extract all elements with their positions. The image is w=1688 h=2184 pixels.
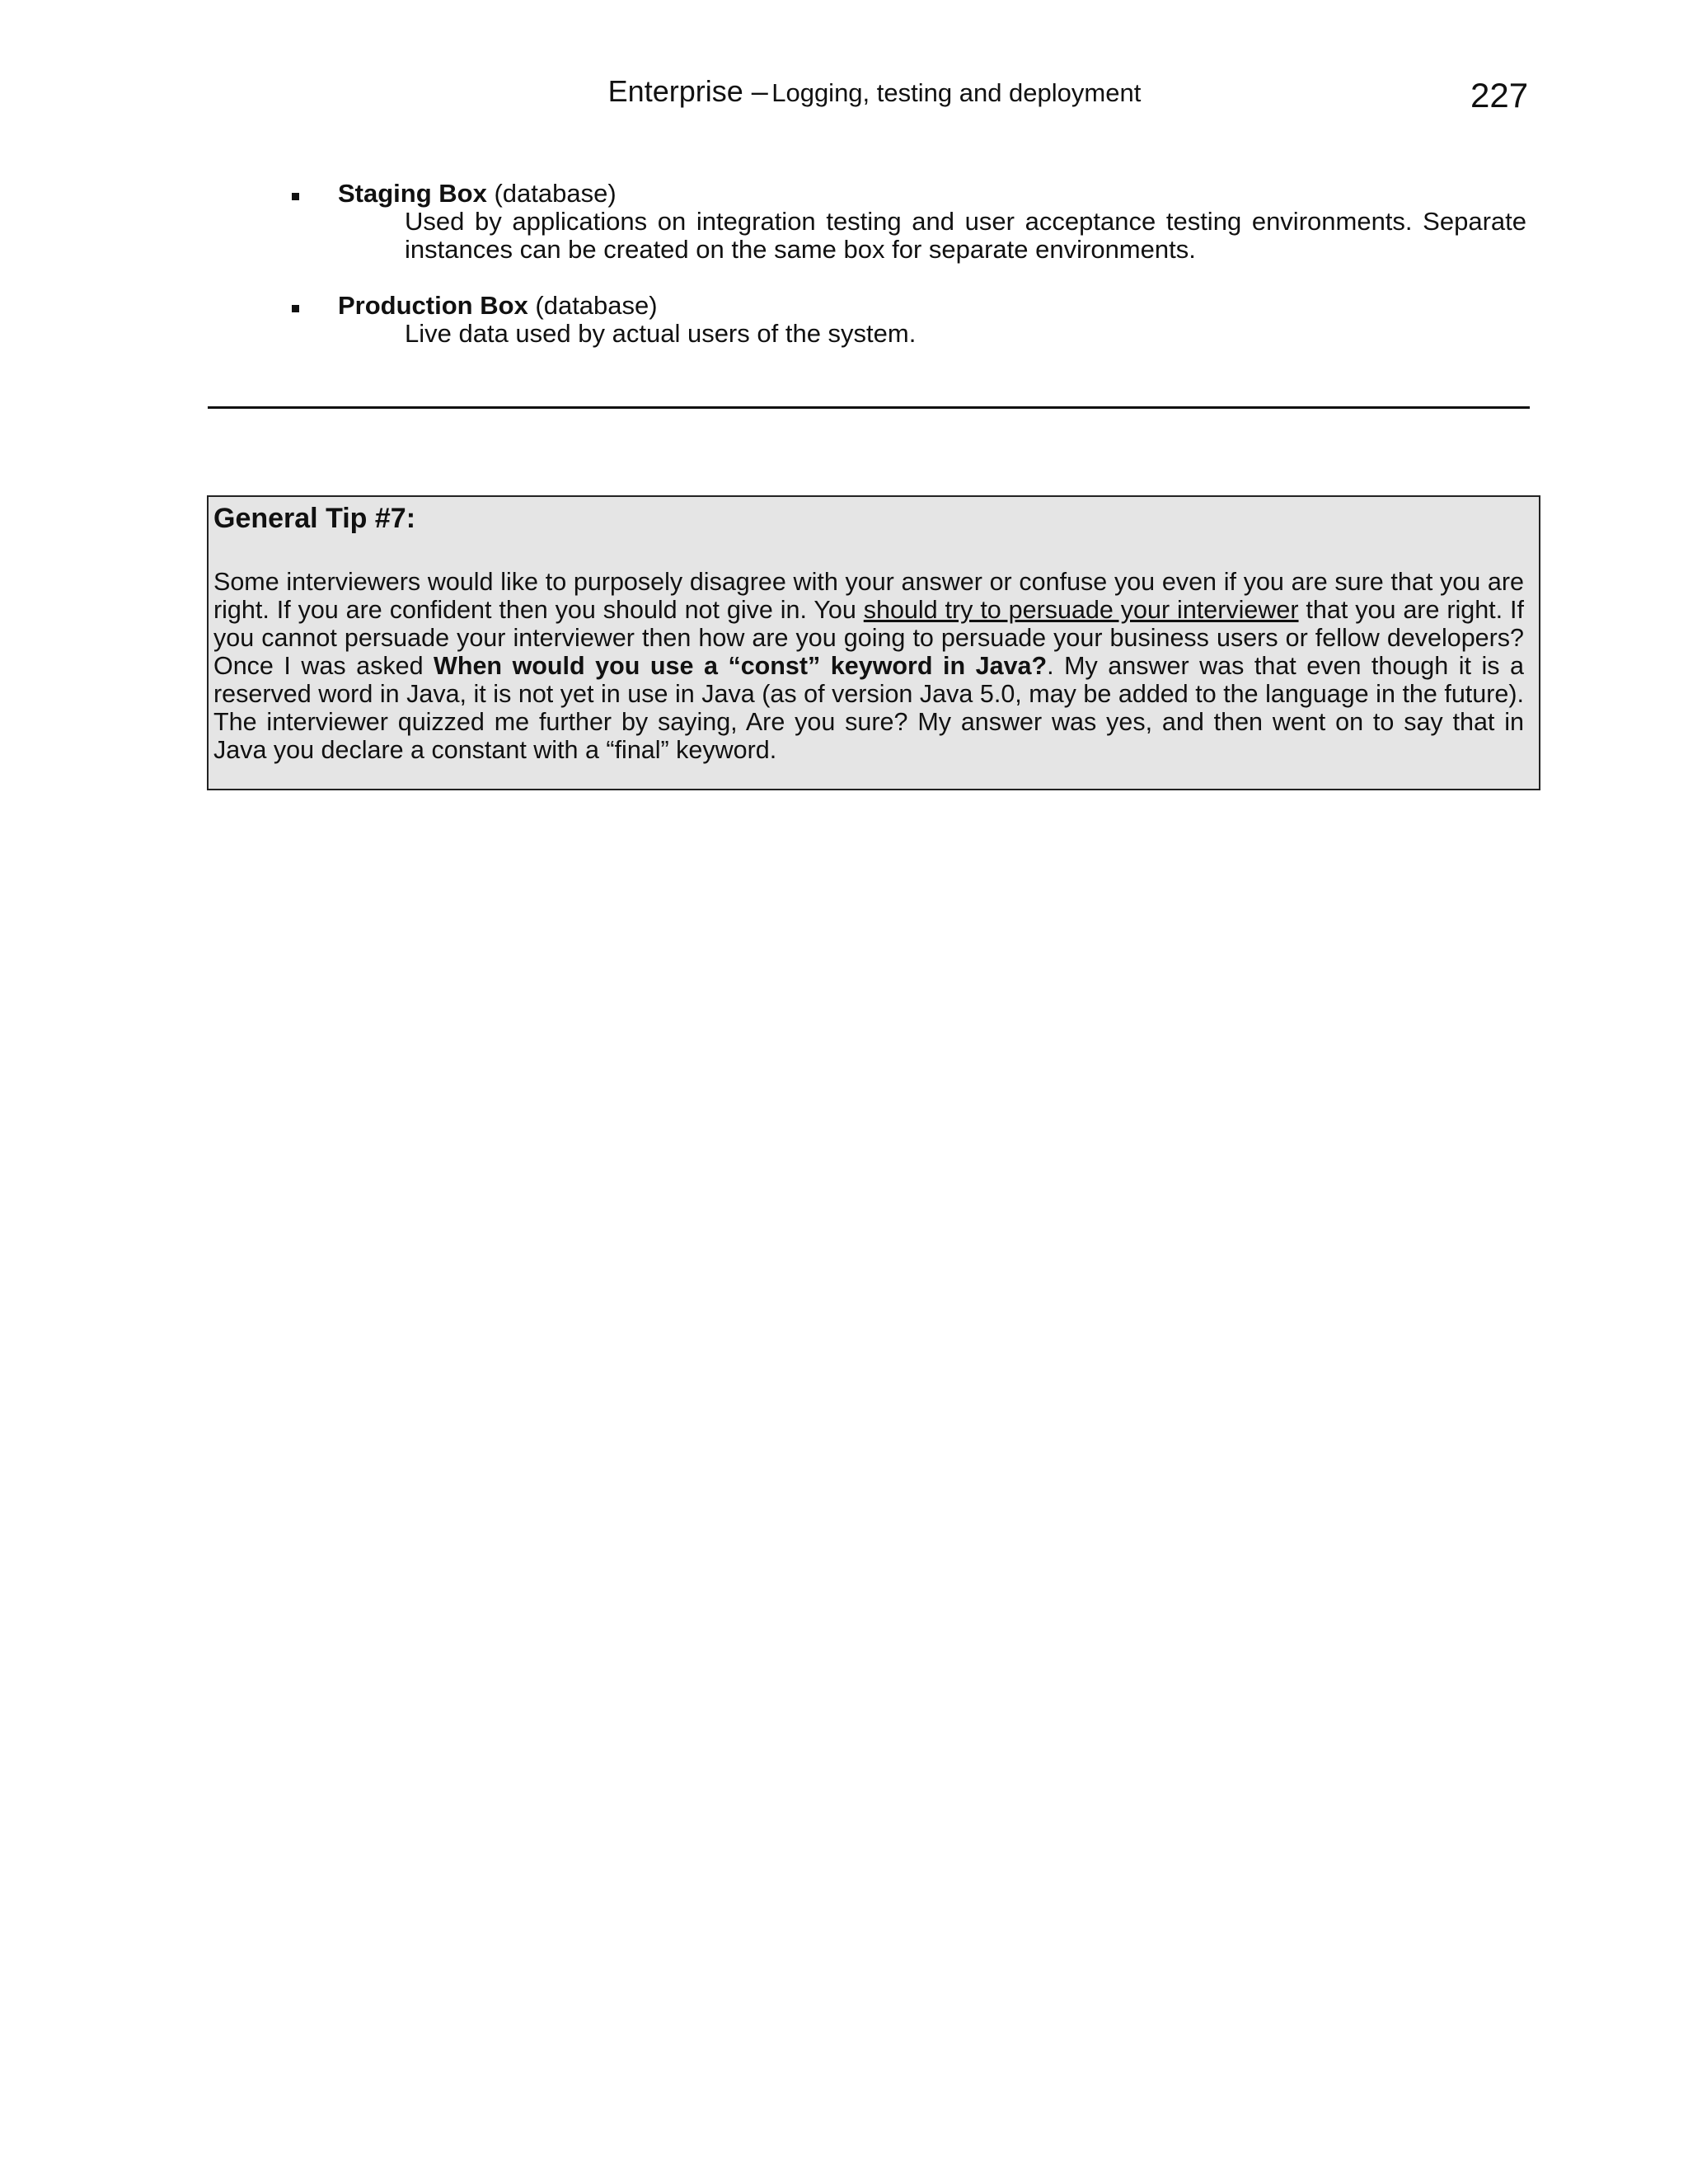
tip-title: General Tip #7: [213, 503, 416, 534]
list-item [280, 292, 1526, 348]
page-header [0, 74, 1688, 114]
running-title [0, 74, 1688, 109]
bullet-heading [338, 180, 1526, 208]
tip-text: Some interviewers would like to purposely disagree with your answer or confuse you even if you are sure that you are right. If you are confident then you should not give in. You [213, 568, 1524, 624]
running-title-sub: Logging, testing and deployment [771, 78, 1142, 107]
tip-box [207, 495, 1540, 790]
bullet-description: Live data used by actual users of the system. [405, 319, 917, 348]
bullet-term: Production Box [338, 291, 528, 320]
bullet-list [280, 180, 1526, 376]
tip-underlined-text: should try to persuade your interviewer [863, 596, 1299, 624]
square-bullet-icon [292, 193, 299, 200]
tip-text: . My answer was that even though it is a reserved word in Java, it is not yet in use in Java (as of version Java 5.0, may be added to the language in the future). The interviewer quizzed me further by saying, Are you sure? My answer was yes, and then went on to say that in Java you declare a constant with a “final” keyword. [213, 652, 1524, 764]
bullet-term: Staging Box [338, 179, 487, 208]
bullet-description: Used by applications on integration testing and user acceptance testing environments. Separate instances can be created on the same box for separate environments. [405, 207, 1526, 264]
bullet-heading [338, 292, 1526, 320]
bullet-qualifier: (database) [528, 291, 658, 320]
horizontal-divider [208, 406, 1530, 409]
square-bullet-icon [292, 305, 299, 312]
running-title-main: Enterprise – [607, 74, 768, 108]
bullet-qualifier: (database) [486, 179, 617, 208]
page-number: 227 [1470, 76, 1529, 115]
tip-bold-question: When would you use a “const” keyword in Java? [434, 652, 1048, 680]
list-item [280, 180, 1526, 264]
tip-text: that you are right. If you cannot persuade your interviewer then how are you going to persuade your business users or fellow developers? Once I was asked [213, 596, 1524, 680]
tip-body [213, 568, 1524, 764]
